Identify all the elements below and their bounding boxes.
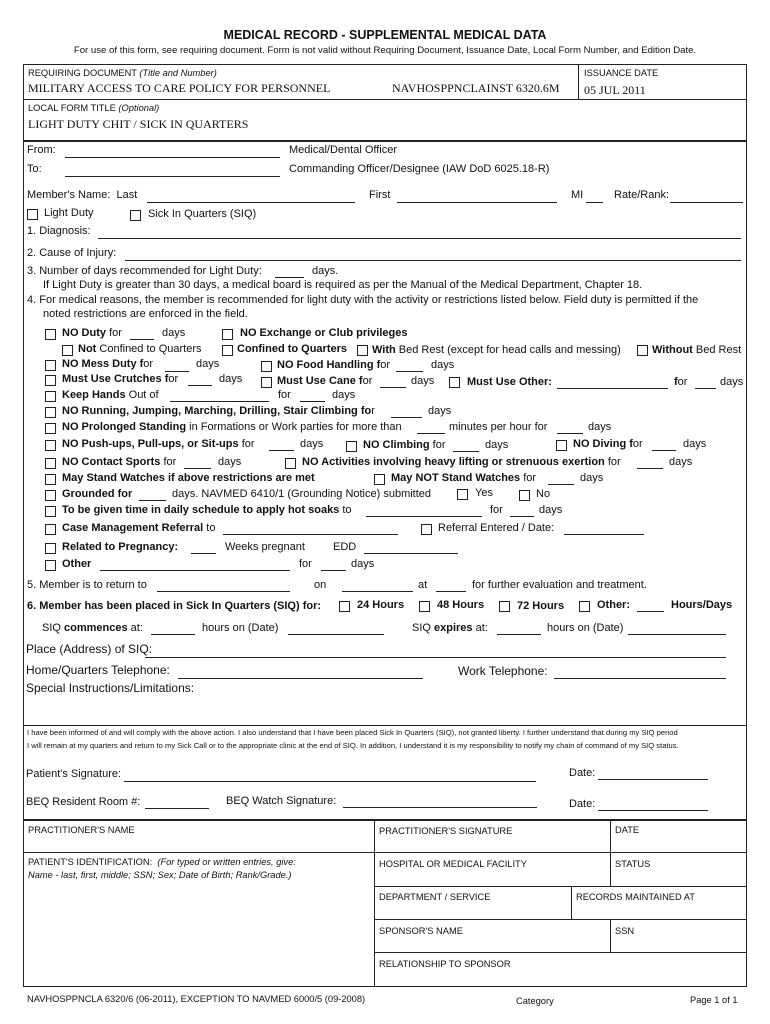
other-must-for: for [674,376,688,388]
contact-days-field[interactable] [184,468,211,469]
no-climbing-label: NO Climbing for [363,439,446,451]
hot-soaks-label: To be given time in daily schedule to apply hot soaks to [62,504,352,516]
mi-label: MI [571,189,584,201]
siq-other-label: Other: [597,599,630,611]
first-name-field[interactable] [397,202,557,203]
diagnosis-field[interactable] [98,238,741,239]
keep-hands-field[interactable] [170,401,269,402]
diving-days-field[interactable] [652,450,676,451]
pushups-days-field[interactable] [269,450,294,451]
rate-rank-field[interactable] [670,202,743,203]
no-running-label: NO Running, Jumping, Marching, Drilling, Stair Climbing for [62,405,375,417]
pregnancy-checkbox[interactable] [45,543,56,554]
from-label: From: [27,144,56,156]
patient-date-label: Date: [569,767,596,779]
not-stand-days-field[interactable] [548,484,574,485]
patient-signature-field[interactable] [124,781,536,782]
siq-expires-label: SIQ expires at: [412,622,488,634]
place-field[interactable] [145,657,726,658]
siq-72-label: 72 Hours [517,600,565,612]
issuance-date-field[interactable]: 05 JUL 2011 [584,83,646,97]
special-instructions-label: Special Instructions/Limitations: [26,681,195,695]
no-standing-label: NO Prolonged Standing in Formations or Work parties for more than [62,421,402,433]
no-diving-checkbox[interactable] [556,440,567,451]
hospital-label: HOSPITAL OR MEDICAL FACILITY [379,859,527,869]
siq-commences-label: SIQ commences at: [42,622,143,634]
for-label: for [299,558,312,570]
no-exchange-checkbox[interactable] [222,329,233,340]
cane-days-field[interactable] [380,387,406,388]
siq-expires-date-field[interactable] [628,634,726,635]
practitioner-name-label: PRACTITIONER'S NAME [28,825,135,835]
other-must-field[interactable] [557,388,668,389]
standing-minutes-field[interactable] [417,433,445,434]
grounded-rest: days. NAVMED 6410/1 (Grounding Notice) submitted [172,488,432,500]
grounded-days-field[interactable] [139,500,166,501]
no-food-days-field[interactable] [396,371,423,372]
first-name-label: First [369,189,391,201]
pregnancy-label: Related to Pregnancy: [62,541,179,553]
no-running-checkbox[interactable] [45,407,56,418]
requiring-document-label: REQUIRING DOCUMENT (Title and Number) [28,68,217,78]
grounded-no-label: No [536,488,551,500]
local-form-title-label: LOCAL FORM TITLE (Optional) [28,103,160,113]
patient-id-note: Name - last, first, middle; SSN; Sex; Date of Birth; Rank/Grade.) [28,870,292,880]
no-pushups-checkbox[interactable] [45,440,56,451]
climbing-days-field[interactable] [453,451,479,452]
cause-field[interactable] [125,260,741,261]
other-checkbox[interactable] [45,560,56,571]
work-telephone-field[interactable] [554,678,726,679]
sponsor-name-label: SPONSOR'S NAME [379,926,463,936]
relationship-label: RELATIONSHIP TO SPONSOR [379,959,511,969]
days-label: days [218,456,242,468]
light-duty-checkbox[interactable] [27,209,38,220]
no-exchange-label: NO Exchange or Club privileges [240,327,408,339]
other-field[interactable] [100,570,290,571]
grounded-checkbox[interactable] [45,490,56,501]
siq-48-checkbox[interactable] [419,601,430,612]
siq-label: Sick In Quarters (SIQ) [148,208,257,220]
referral-date-field[interactable] [564,534,644,535]
ssn-label: SSN [615,926,635,936]
item4-text-cont: noted restrictions are enforced in the field. [43,308,248,320]
grounded-no-checkbox[interactable] [519,490,530,501]
crutches-label: Must Use Crutches for [62,373,179,385]
days-label: days [300,438,324,450]
not-confined-checkbox[interactable] [62,345,73,356]
no-climbing-checkbox[interactable] [346,441,357,452]
siq-commences-time-field[interactable] [151,634,195,635]
siq-other-checkbox[interactable] [579,601,590,612]
no-lifting-label: NO Activities involving heavy lifting or strenuous exertion for [302,456,621,468]
days-label: days [683,438,707,450]
no-lifting-checkbox[interactable] [285,458,296,469]
without-bed-rest-label: Without Bed Rest [652,344,742,356]
referral-label: Referral Entered / Date: [438,522,555,534]
not-confined-label: Not Confined to Quarters [78,343,202,355]
days-label: days [669,456,693,468]
beq-room-field[interactable] [145,808,209,809]
no-mess-checkbox[interactable] [45,360,56,371]
other-must-days-field[interactable] [695,388,716,389]
stand-watches-checkbox[interactable] [45,474,56,485]
member-name-label: Member's Name: Last [27,189,138,201]
referral-checkbox[interactable] [421,524,432,535]
days-label: days [162,327,186,339]
siq-72-checkbox[interactable] [499,601,510,612]
local-form-title-field[interactable]: LIGHT DUTY CHIT / SICK IN QUARTERS [28,117,249,131]
siq-48-label: 48 Hours [437,599,485,611]
rate-rank-label: Rate/Rank: [614,189,670,201]
return-date-field[interactable] [342,591,413,592]
no-contact-checkbox[interactable] [45,458,56,469]
with-bed-rest-checkbox[interactable] [357,345,368,356]
edd-field[interactable] [364,553,458,554]
standing-days-field[interactable] [557,433,583,434]
keep-hands-label: Keep Hands Out of [62,389,159,401]
statement-line-1: I have been informed of and will comply with the above action. I also understand that I have been placed Sick In Quarters (SIQ), not granted liberty. I further understand that during my SIQ period [27,728,678,737]
beq-date-label: Date: [569,798,596,810]
no-duty-days-field[interactable] [130,339,154,340]
patient-signature-label: Patient's Signature: [26,768,122,780]
beq-watch-label: BEQ Watch Signature: [226,795,337,807]
without-bed-rest-checkbox[interactable] [637,345,648,356]
no-food-label: NO Food Handling for [277,359,391,371]
siq-commences-date-field[interactable] [288,634,384,635]
requiring-document-number: NAVHOSPPNCLAINST 6320.6M [392,81,560,95]
keep-hands-checkbox[interactable] [45,391,56,402]
hot-soaks-field[interactable] [366,516,482,517]
beq-room-label: BEQ Resident Room #: [26,796,141,808]
diagnosis-label: 1. Diagnosis: [27,225,91,237]
minutes-label: minutes per hour for [449,421,548,433]
home-telephone-field[interactable] [178,678,423,679]
form-number: NAVHOSPPNCLA 6320/6 (06-2011), EXCEPTION TO NAVMED 6000/5 (09-2008) [27,994,366,1004]
item4-text: 4. For medical reasons, the member is recommended for light duty with the activity or restrictions listed below. Field duty is permitted if the [27,294,699,306]
table-date-label: DATE [615,825,640,835]
siq-24-label: 24 Hours [357,599,405,611]
no-running-days-field[interactable] [391,417,422,418]
no-mess-label: NO Mess Duty for [62,358,154,370]
other-label: Other [62,558,92,570]
crutches-checkbox[interactable] [45,375,56,386]
no-contact-label: NO Contact Sports for [62,456,177,468]
not-stand-watches-checkbox[interactable] [374,474,385,485]
siq-other-field[interactable] [637,611,664,612]
requiring-document-field[interactable]: MILITARY ACCESS TO CARE POLICY FOR PERSONNEL [28,81,331,95]
from-field[interactable] [65,157,280,158]
weeks-pregnant-label: Weeks pregnant [225,541,305,553]
no-diving-label: NO Diving for [573,438,643,450]
beq-date-field[interactable] [598,810,708,811]
form-title: MEDICAL RECORD - SUPPLEMENTAL MEDICAL DATA [223,28,547,42]
hours-days-label: Hours/Days [671,599,733,611]
mi-field[interactable] [586,202,603,203]
beq-watch-field[interactable] [343,807,537,808]
days-label: days [219,373,243,385]
department-label: DEPARTMENT / SERVICE [379,892,491,902]
confined-label: Confined to Quarters [237,343,348,355]
last-name-field[interactable] [147,202,355,203]
home-telephone-label: Home/Quarters Telephone: [26,663,170,677]
grounded-label: Grounded for [62,488,133,500]
form-subtitle: For use of this form, see requiring document. Form is not valid without Requiring Document, Issuance Date, Local Form Number, and Edition Date. [73,45,697,56]
days-label: days [485,439,509,451]
item3-note: If Light Duty is greater than 30 days, a medical board is required as per the Manual of the Medical Department, Chapter 18. [43,279,643,291]
return-to-field[interactable] [157,591,290,592]
siq-checkbox[interactable] [130,210,141,221]
from-value: Medical/Dental Officer [289,144,398,156]
further-label: for further evaluation and treatment. [472,579,647,591]
weeks-pregnant-field[interactable] [191,553,216,554]
cane-checkbox[interactable] [261,377,272,388]
confined-checkbox[interactable] [222,345,233,356]
category-label: Category [516,996,554,1006]
practitioner-signature-label: PRACTITIONER'S SIGNATURE [379,826,513,836]
days-label: days [411,375,435,387]
days-label: days. [312,265,339,277]
to-value: Commanding Officer/Designee (IAW DoD 6025.18-R) [289,163,550,175]
edd-label: EDD [333,541,357,553]
hours-on-date-label: hours on (Date) [202,622,279,634]
other-must-checkbox[interactable] [449,377,460,388]
siq-24-checkbox[interactable] [339,601,350,612]
item5-label: 5. Member is to return to [27,579,147,591]
at-label: at [418,579,428,591]
hot-soaks-days-field[interactable] [510,516,534,517]
other-days-field[interactable] [321,570,346,571]
stand-watches-label: May Stand Watches if above restrictions are met [62,472,315,484]
issuance-date-label: ISSUANCE DATE [584,68,659,78]
keep-hands-days-field[interactable] [300,401,325,402]
no-standing-checkbox[interactable] [45,423,56,434]
days-label: days [539,504,563,516]
on-label: on [314,579,327,591]
days-label: days [196,358,220,370]
no-mess-days-field[interactable] [165,371,189,372]
days-label: days [588,421,612,433]
light-duty-days-field[interactable] [275,277,304,278]
special-instructions-field[interactable] [190,680,720,720]
item3-text: 3. Number of days recommended for Light Duty: [27,265,262,277]
for-label: for [278,389,291,401]
hot-soaks-checkbox[interactable] [45,506,56,517]
other-must-label: Must Use Other: [467,376,552,388]
case-mgmt-checkbox[interactable] [45,524,56,535]
work-telephone-label: Work Telephone: [458,664,548,678]
days-label: days [332,389,356,401]
lifting-days-field[interactable] [637,468,663,469]
grounded-yes-checkbox[interactable] [457,489,468,500]
no-food-checkbox[interactable] [261,361,272,372]
days-label: days [431,359,455,371]
page-number: Page 1 of 1 [690,995,738,1005]
case-mgmt-field[interactable] [223,534,398,535]
place-label: Place (Address) of SIQ: [26,642,153,656]
hours-on-date-label: hours on (Date) [547,622,624,634]
for-label: for [490,504,503,516]
no-duty-checkbox[interactable] [45,329,56,340]
days-label: days [580,472,604,484]
no-duty-label: NO Duty for [62,327,122,339]
patient-id-label: PATIENT'S IDENTIFICATION: (For typed or written entries, give: [28,857,296,867]
grounded-yes-label: Yes [475,487,493,499]
case-mgmt-label: Case Management Referral to [62,522,216,534]
cane-label: Must Use Cane for [277,375,373,387]
no-pushups-label: NO Push-ups, Pull-ups, or Sit-ups for [62,438,255,450]
status-label: STATUS [615,859,651,869]
with-bed-rest-label: With Bed Rest (except for head calls and messing) [372,344,621,356]
not-stand-watches-label: May NOT Stand Watches for [391,472,537,484]
return-time-field[interactable] [436,591,466,592]
siq-expires-time-field[interactable] [497,634,541,635]
days-label: days [720,376,744,388]
patient-date-field[interactable] [598,779,708,780]
cause-label: 2. Cause of Injury: [27,247,117,259]
days-label: days [351,558,375,570]
days-label: days [428,405,452,417]
statement-line-2: I will remain at my quarters and return to my Sick Call or to the appropriate clinic at the end of SIQ. In addition, I understand it is my responsibility to notify my chain of command of my SIQ status. [27,741,679,750]
records-label: RECORDS MAINTAINED AT [576,892,695,902]
to-field[interactable] [65,176,280,177]
light-duty-label: Light Duty [44,207,94,219]
item6-label: 6. Member has been placed in Sick In Quarters (SIQ) for: [27,600,322,612]
crutches-days-field[interactable] [188,385,212,386]
to-label: To: [27,163,42,175]
